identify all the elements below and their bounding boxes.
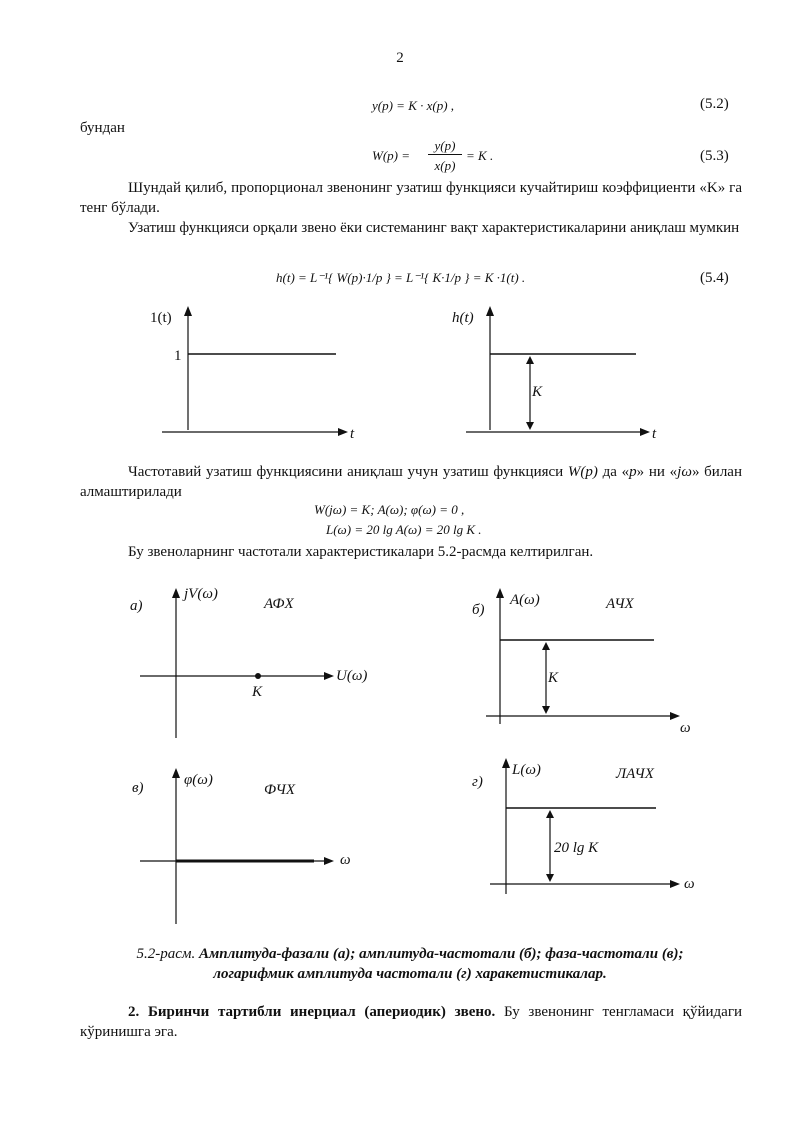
unit-step-graph	[140, 300, 380, 450]
equation-number-5-4: (5.4)	[700, 270, 729, 286]
fig-g-x-arrow	[670, 880, 680, 888]
fig-b-y-label: A(ω)	[510, 592, 540, 608]
fig-g-name: ЛАЧХ	[616, 766, 654, 782]
para3-p: p	[629, 464, 637, 480]
equation-frequency-2: L(ω) = 20 lg A(ω) = 20 lg K .	[326, 522, 482, 537]
fig-a-y-label: jV(ω)	[184, 586, 218, 602]
section-heading: 2. Биринчи тартибли инерциал (апериодик) звено.	[128, 1004, 496, 1020]
graph2-x-label: t	[652, 426, 657, 442]
paragraph-4: Бу звеноларнинг частотали характеристикалари 5.2-расмда келтирилган.	[128, 544, 594, 560]
fig-v-y-label: φ(ω)	[184, 772, 213, 788]
fig-g-y-label: L(ω)	[512, 762, 541, 778]
fig-g-dim-arrow-bottom	[546, 874, 554, 882]
fig-b-level-label: K	[548, 670, 559, 686]
fig-a-letter: а)	[130, 598, 143, 614]
caption-prefix: 5.2-расм.	[136, 946, 199, 962]
fig-g-y-arrow	[502, 758, 510, 768]
paragraph-1: Шундай қилиб, пропорционал звенонинг узатиш функцияси кучайтириш коэффициенти «K» га тенг бўлади.	[80, 180, 742, 216]
fig-g-dim-arrow-top	[546, 810, 554, 818]
paragraph-3	[80, 462, 742, 502]
para3-text-2: да «	[597, 464, 630, 480]
fig-g-x-label: ω	[684, 876, 695, 892]
para3-wp: W(p)	[567, 464, 598, 480]
graph1-x-arrow	[338, 428, 348, 436]
fig-g-letter: г)	[472, 774, 483, 790]
fig-a-name: АФХ	[264, 596, 294, 612]
paragraph-5	[80, 1002, 742, 1042]
equation-5-4: h(t) = L⁻¹{ W(p)·1/p } = L⁻¹{ K·1/p } = K ·1(t) .	[276, 270, 526, 285]
eq-5-3-rhs: = K .	[466, 148, 494, 163]
fig-g-level-label: 20 lg K	[554, 840, 599, 856]
graph2-dim-arrow-top	[526, 356, 534, 364]
fig-v-y-arrow	[172, 768, 180, 778]
para3-text-4: » билан алмаштирилади	[80, 464, 742, 500]
page-number: 2	[396, 50, 404, 66]
graph2-y-label: h(t)	[452, 310, 474, 326]
graph1-y-arrow	[184, 306, 192, 316]
figure-v-fch	[120, 758, 390, 928]
caption-line-2: логарифмик амплитуда частотали (г) харакетистикалар.	[213, 966, 607, 982]
para3-text-3: » ни «	[636, 464, 678, 480]
fig-a-point-label: K	[252, 684, 263, 700]
fig-b-x-label: ω	[680, 720, 691, 736]
fig-b-dim-arrow-bottom	[542, 706, 550, 714]
figure-g-lach	[460, 748, 720, 928]
fig-v-letter: в)	[132, 780, 144, 796]
fig-b-x-arrow	[670, 712, 680, 720]
fig-b-dim-arrow-top	[542, 642, 550, 650]
equation-number-5-2: (5.2)	[700, 96, 729, 112]
equation-number-5-3: (5.3)	[700, 148, 729, 164]
word-bundan: бундан	[80, 120, 125, 136]
graph2-x-arrow	[640, 428, 650, 436]
fig-a-x-label: U(ω)	[336, 668, 368, 684]
eq-5-3-lhs: W(p) =	[372, 148, 411, 163]
step-response-graph	[440, 300, 680, 450]
graph2-y-arrow	[486, 306, 494, 316]
graph2-dim-arrow-bottom	[526, 422, 534, 430]
fig-a-point	[255, 673, 261, 679]
figure-caption	[60, 944, 760, 984]
figure-a-afc	[120, 578, 390, 748]
graph1-x-label: t	[350, 426, 355, 442]
graph1-y-label: 1(t)	[150, 310, 172, 326]
fig-a-x-arrow	[324, 672, 334, 680]
paragraph-2: Узатиш функцияси орқали звено ёки системанинг вақт характеристикаларини аниқлаш мумкин	[128, 220, 740, 236]
para3-jw: jω	[677, 464, 692, 480]
para3-text-1: Частотавий узатиш функциясини аниқлаш учун узатиш функцияси	[128, 464, 568, 480]
fig-v-name: ФЧХ	[264, 782, 296, 798]
eq-5-3-denominator: x(p)	[434, 158, 456, 173]
figure-b-ach	[460, 578, 720, 748]
graph2-level-label: K	[532, 384, 543, 400]
equation-5-2: y(p) = K · x(p) ,	[372, 98, 455, 113]
caption-line-1: Амплитуда-фазали (а); амплитуда-частотали (б); фаза-частотали (в);	[198, 946, 684, 962]
fig-b-name: АЧХ	[606, 596, 634, 612]
fig-v-x-label: ω	[340, 852, 351, 868]
fig-a-y-arrow	[172, 588, 180, 598]
fig-v-x-arrow	[324, 857, 334, 865]
para5-text: Бу звенонинг тенгламаси қўйидаги кўринишга эга.	[80, 1004, 742, 1040]
eq-5-3-numerator: y(p)	[428, 138, 462, 155]
equation-frequency-1: W(jω) = K; A(ω); φ(ω) = 0 ,	[314, 502, 465, 517]
fig-b-y-arrow	[496, 588, 504, 598]
graph1-level-label: 1	[174, 348, 182, 364]
fig-b-letter: б)	[472, 602, 485, 618]
